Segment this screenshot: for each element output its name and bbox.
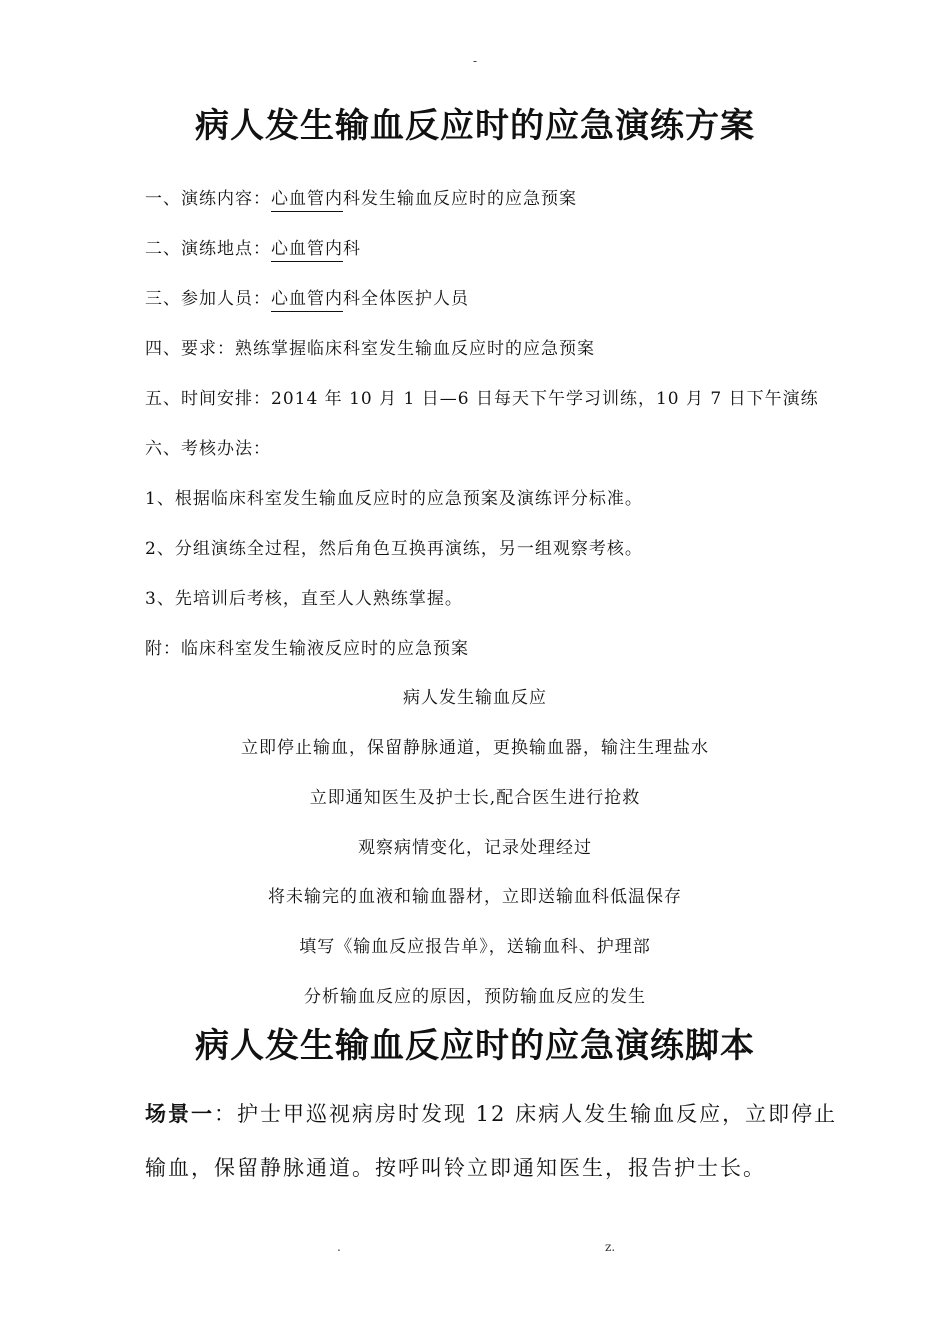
appendix-label: 附：临床科室发生输液反应时的应急预案: [145, 639, 469, 659]
item-location: [145, 234, 361, 259]
item-participants: [145, 284, 469, 309]
flow-step-4: 观察病情变化，记录处理经过: [358, 838, 592, 858]
flow-step-3: 立即通知医生及护士长,配合医生进行抢救: [309, 788, 641, 808]
item-participants-label: 三、参加人员：: [145, 289, 271, 309]
scene-1-line-1: [145, 1098, 837, 1128]
method-2: 2、分组演练全过程，然后角色互换再演练，另一组观察考核。: [145, 539, 643, 559]
footer-left-mark: .: [337, 1240, 341, 1254]
method-1: 1、根据临床科室发生输血反应时的应急预案及演练评分标准。: [145, 489, 643, 509]
item-assessment: 六、考核办法：: [145, 439, 271, 459]
item-participants-rest: 科全体医护人员: [343, 289, 469, 309]
script-title: 病人发生输血反应时的应急演练脚本: [195, 1026, 755, 1066]
item-schedule: 五、时间安排：2014 年 10 月 1 日—6 日每天下午学习训练，10 月 7 日下午演练: [145, 389, 819, 409]
plan-title: 病人发生输血反应时的应急演练方案: [195, 106, 755, 146]
scene-1-text-1: ：护士甲巡视病房时发现 12 床病人发生输血反应，立即停止: [214, 1102, 838, 1126]
flow-step-6: 填写《输血反应报告单》，送输血科、护理部: [299, 937, 651, 957]
flow-step-5: 将未输完的血液和输血器材，立即送输血科低温保存: [268, 887, 682, 907]
item-content: [145, 184, 577, 209]
flow-step-2: 立即停止输血，保留静脉通道，更换输血器，输注生理盐水: [241, 738, 709, 758]
flow-step-7: 分析输血反应的原因，预防输血反应的发生: [304, 987, 646, 1007]
footer-right-mark: z.: [605, 1240, 616, 1254]
header-mark: -: [473, 54, 478, 68]
item-location-label: 二、演练地点：: [145, 239, 271, 259]
item-location-underlined: 心血管内: [271, 239, 343, 259]
flow-step-1: 病人发生输血反应: [403, 688, 547, 708]
scene-1-label: 场景一: [145, 1102, 214, 1126]
method-3: 3、先培训后考核，直至人人熟练掌握。: [145, 589, 463, 609]
item-content-rest: 科发生输血反应时的应急预案: [343, 189, 577, 209]
item-location-rest: 科: [343, 239, 361, 259]
item-requirement: 四、要求：熟练掌握临床科室发生输血反应时的应急预案: [145, 339, 595, 359]
scene-1-line-2: 输血，保留静脉通道。按呼叫铃立即通知医生，报告护士长。: [145, 1156, 766, 1180]
item-content-underlined: 心血管内: [271, 189, 343, 209]
item-content-label: 一、演练内容：: [145, 189, 271, 209]
item-participants-underlined: 心血管内: [271, 289, 343, 309]
